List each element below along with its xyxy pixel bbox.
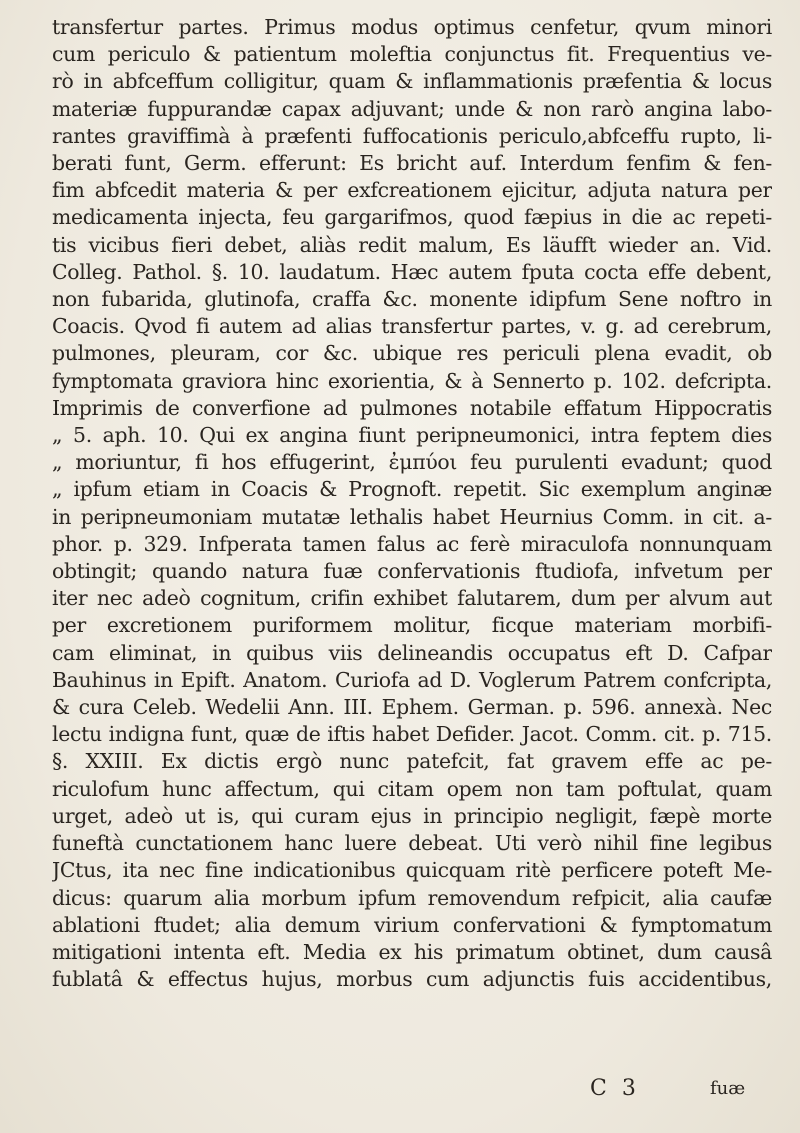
text-line: tis vicibus fieri debet, aliàs redit malum, Es läufft wieder an. Vid. [52,232,772,257]
text-line: rò in abfceffum colligitur, quam & inflammationis præfentia & locus [52,69,772,94]
body-text [52,14,772,993]
text-line: transfertur partes. Primus modus optimus cenfetur, qvum minori [52,15,772,39]
text-line: Coacis. Qvod fi autem ad alias transfertur partes, v. g. ad cerebrum, [52,314,772,339]
signature-mark: C 3 [590,1076,640,1101]
text-line: rantes graviffimà à præfenti fuffocationis periculo,abfceffu rupto, li- [52,123,772,148]
text-line: „ moriuntur, fi hos effugerint, ἐμπύοι feu purulenti evadunt; quod [52,450,772,475]
text-line: funeftà cunctationem hanc luere debeat. Uti verò nihil fine legibus [52,831,772,856]
text-line: cum periculo & patientum moleftia conjunctus fit. Frequentius ve- [52,42,772,67]
text-line: §. XXIII. Ex dictis ergò nunc patefcit, fat gravem effe ac pe- [52,749,772,774]
text-line: berati funt, Germ. efferunt: Es bricht auf. Interdum fenfim & fen- [52,151,772,176]
text-line: materiæ fuppurandæ capax adjuvant; unde & non rarò angina labo- [52,96,772,121]
text-line: Colleg. Pathol. §. 10. laudatum. Hæc autem fputa cocta effe debent, [52,259,772,284]
text-line: pulmones, pleuram, cor &c. ubique res periculi plena evadit, ob [52,341,772,366]
text-line: fublatâ & effectus hujus, morbus cum adjunctis fuis accidentibus, [52,967,772,992]
text-line: medicamenta injecta, feu gargarifmos, quod fæpius in die ac repeti- [52,205,772,230]
text-line: cam eliminat, in quibus viis delineandis occupatus eft D. Cafpar [52,640,772,665]
text-line: riculofum hunc affectum, qui citam opem non tam poftulat, quam [52,776,772,801]
text-line: mitigationi intenta eft. Media ex his primatum obtinet, dum causâ [52,939,772,964]
text-line: & cura Celeb. Wedelii Ann. III. Ephem. German. p. 596. annexà. Nec [52,695,772,720]
text-line: lectu indigna funt, quæ de iftis habet Defider. Jacot. Comm. cit. p. 715. [52,722,772,747]
text-line: non fubarida, glutinofa, craffa &c. monente idipfum Sene noftro in [52,287,772,312]
text-line: „ ipfum etiam in Coacis & Prognoft. repetit. Sic exemplum anginæ [52,477,772,502]
catchword: fuæ [710,1078,746,1099]
text-line: dicus: quarum alia morbum ipfum removendum refpicit, alia caufæ [52,885,772,910]
text-line: fymptomata graviora hinc exorientia, & à Sennerto p. 102. defcripta. [52,368,772,393]
text-line: per excretionem puriformem molitur, ficque materiam morbifi- [52,613,772,638]
text-line: Imprimis de converfione ad pulmones notabile effatum Hippocratis [52,395,772,420]
text-line: ablationi ftudet; alia demum virium confervationi & fymptomatum [52,912,772,937]
text-line: in peripneumoniam mutatæ lethalis habet Heurnius Comm. in cit. a- [52,504,772,529]
text-line: urget, adeò ut is, qui curam ejus in principio negligit, fæpè morte [52,803,772,828]
text-line: phor. p. 329. Infperata tamen falus ac ferè miraculofa nonnunquam [52,531,772,556]
text-line: iter nec adeò cognitum, crifin exhibet falutarem, dum per alvum aut [52,586,772,611]
text-line: fim abfcedit materia & per exfcreationem ejicitur, adjuta natura per [52,178,772,203]
text-line: Bauhinus in Epift. Anatom. Curiofa ad D. Voglerum Patrem confcripta, [52,667,772,692]
text-line: obtingit; quando natura fuæ confervationis ftudiofa, infvetum per [52,559,772,584]
text-line: „ 5. aph. 10. Qui ex angina fiunt peripneumonici, intra feptem dies [52,423,772,448]
text-line: JCtus, ita nec fine indicationibus quicquam ritè perficere poteft Me- [52,858,772,883]
